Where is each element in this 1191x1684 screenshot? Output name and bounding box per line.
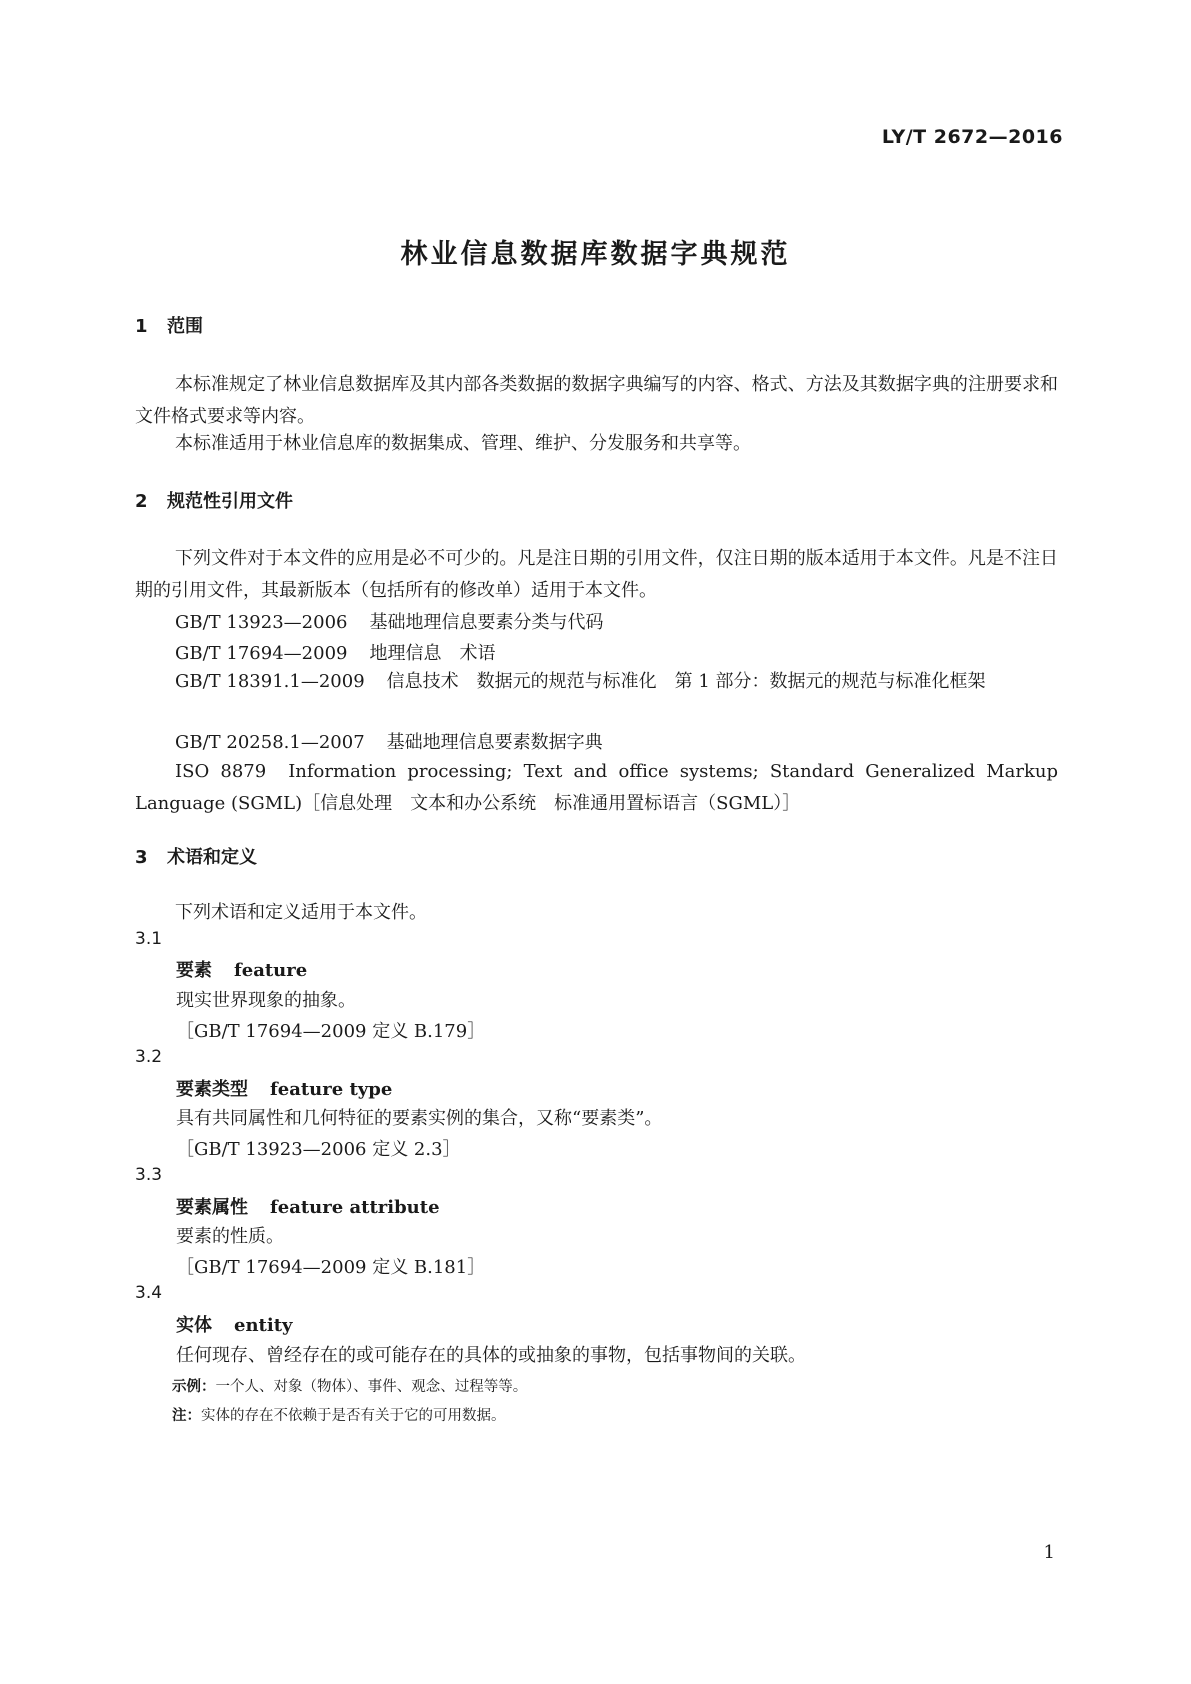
section-title: 范围	[167, 316, 203, 337]
term-source: ［GB/T 13923—2006 定义 2.3］	[176, 1139, 461, 1160]
section-number: 2	[135, 491, 148, 512]
section-1-heading	[135, 312, 203, 338]
section-2-heading	[135, 487, 293, 513]
term-source: ［GB/T 17694—2009 定义 B.181］	[176, 1257, 486, 1278]
term-en: feature	[234, 960, 308, 981]
term-zh: 要素类型	[176, 1079, 248, 1100]
paragraph: 下列文件对于本文件的应用是必不可少的。凡是注日期的引用文件，仅注日期的版本适用于本文件。凡是不注日期的引用文件，其最新版本（包括所有的修改单）适用于本文件。	[135, 548, 1058, 601]
term-name	[176, 956, 307, 982]
term-number: 3.3	[135, 1165, 163, 1185]
reference-title: Information processing; Text and office systems; Standard Generalized Markup Language (SGML)［信息处理 文本和办公系统 标准通用置标语言（SGML）］	[135, 761, 1059, 814]
term-number: 3.4	[135, 1283, 163, 1303]
term-zh: 实体	[176, 1315, 212, 1336]
document-title: 林业信息数据库数据字典规范	[400, 239, 791, 270]
term-note	[172, 1404, 506, 1425]
reference-code: GB/T 18391.1—2009	[175, 671, 365, 692]
term-definition: 要素的性质。	[176, 1226, 284, 1247]
term-zh: 要素属性	[176, 1197, 248, 1218]
reference-item	[135, 666, 1058, 698]
page-number: 1	[1043, 1542, 1055, 1563]
section-title: 规范性引用文件	[167, 491, 293, 512]
note-label: 注：	[172, 1408, 201, 1424]
reference-item	[175, 608, 603, 634]
term-definition: 具有共同属性和几何特征的要素实例的集合，又称“要素类”。	[176, 1108, 663, 1129]
term-name	[176, 1311, 292, 1337]
section-intro: 下列术语和定义适用于本文件。	[175, 902, 427, 923]
reference-code: GB/T 20258.1—2007	[175, 732, 365, 753]
term-number: 3.1	[135, 929, 163, 949]
section-number: 1	[135, 316, 148, 337]
reference-title: 地理信息 术语	[369, 643, 496, 664]
term-source: ［GB/T 17694—2009 定义 B.179］	[176, 1021, 486, 1042]
reference-item	[175, 728, 603, 754]
reference-item	[135, 756, 1058, 820]
reference-title: 基础地理信息要素数据字典	[386, 732, 603, 753]
paragraph: 本标准适用于林业信息库的数据集成、管理、维护、分发服务和共享等。	[175, 433, 751, 454]
section-number: 3	[135, 847, 148, 868]
term-zh: 要素	[176, 960, 212, 981]
term-definition: 现实世界现象的抽象。	[176, 990, 356, 1011]
reference-title: 信息技术 数据元的规范与标准化 第 1 部分：数据元的规范与标准化框架	[386, 671, 986, 692]
standard-code: LY/T 2672—2016	[881, 126, 1063, 148]
section-3-heading	[135, 843, 257, 869]
paragraph: 本标准规定了林业信息数据库及其内部各类数据的数据字典编写的内容、格式、方法及其数据字典的注册要求和文件格式要求等内容。	[135, 374, 1058, 427]
term-en: feature type	[270, 1079, 393, 1100]
section-title: 术语和定义	[167, 847, 257, 868]
term-name	[176, 1193, 440, 1219]
reference-item	[175, 639, 495, 665]
term-en: entity	[234, 1315, 293, 1336]
term-definition: 任何现存、曾经存在的或可能存在的具体的或抽象的事物，包括事物间的关联。	[176, 1345, 806, 1366]
reference-title: 基础地理信息要素分类与代码	[369, 612, 604, 633]
reference-code: GB/T 13923—2006	[175, 612, 348, 633]
term-example	[172, 1375, 527, 1396]
reference-code: GB/T 17694—2009	[175, 643, 348, 664]
term-number: 3.2	[135, 1047, 163, 1067]
example-text: 一个人、对象（物体）、事件、观念、过程等等。	[215, 1379, 528, 1395]
note-text: 实体的存在不依赖于是否有关于它的可用数据。	[201, 1408, 506, 1424]
example-label: 示例：	[172, 1379, 216, 1395]
reference-code: ISO 8879	[175, 761, 267, 782]
term-name	[176, 1075, 392, 1101]
term-en: feature attribute	[270, 1197, 440, 1218]
